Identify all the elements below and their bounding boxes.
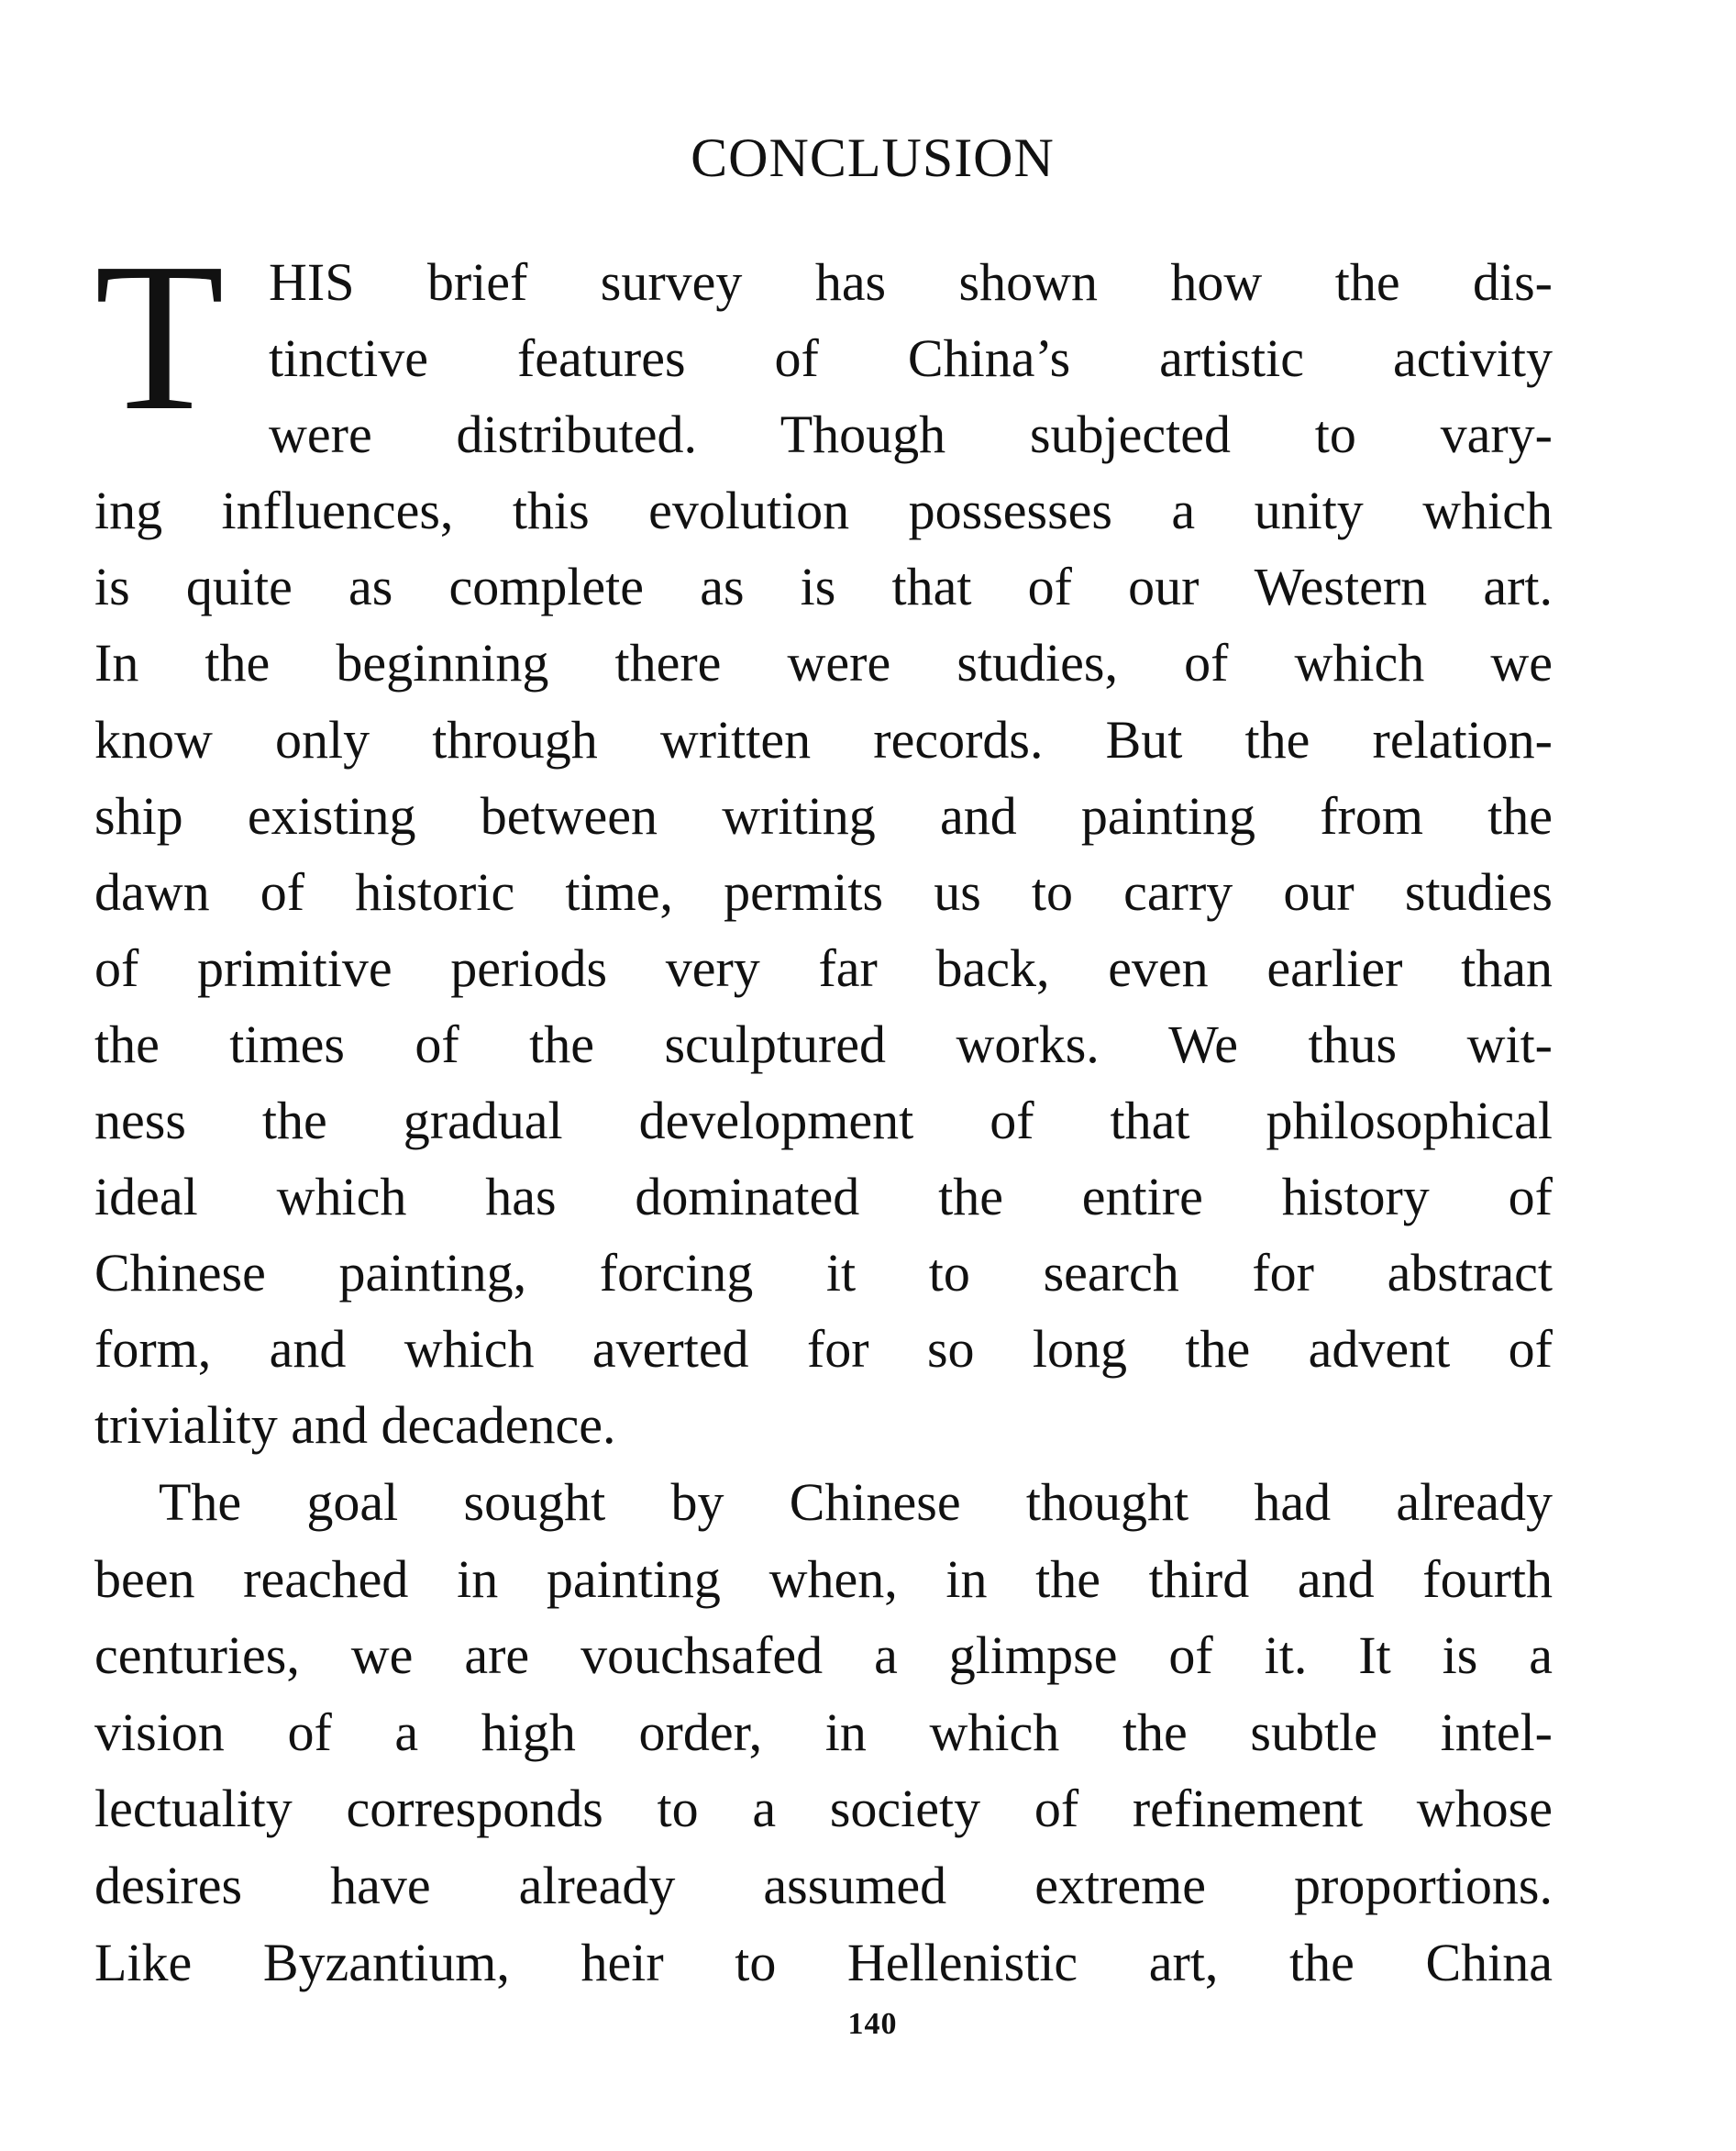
paragraph-1	[94, 219, 1553, 1464]
text-line: ness the gradual development of that philosophical	[94, 1091, 1553, 1151]
text-line: is quite as complete as is that of our Western art.	[94, 557, 1553, 617]
text-line: been reached in painting when, in the third and fourth	[94, 1548, 1553, 1609]
text-line: In the beginning there were studies, of which we	[94, 633, 1553, 693]
paragraph-2	[94, 1464, 1553, 2001]
text-line: ship existing between writing and painting from the	[94, 785, 1553, 846]
text-line: dawn of historic time, permits us to carry our studies	[94, 861, 1553, 922]
text-line: Chinese painting, forcing it to search for abstract	[94, 1243, 1553, 1303]
text-line: centuries, we are vouchsafed a glimpse of it. It is a	[94, 1625, 1553, 1686]
text-line: form, and which averted for so long the advent of	[94, 1319, 1553, 1380]
page-title: CONCLUSION	[691, 128, 1055, 188]
text-line: know only through written records. But the relation-	[94, 709, 1553, 770]
text-line: triviality and decadence.	[94, 1395, 616, 1456]
text-line: ing influences, this evolution possesses a unity which	[94, 481, 1553, 541]
text-line: ideal which has dominated the entire history of	[94, 1167, 1553, 1227]
drop-cap: T	[94, 219, 225, 455]
text-line: lectuality corresponds to a society of refinement whose	[94, 1779, 1553, 1839]
text-line: were distributed. Though subjected to vary-	[269, 405, 1553, 465]
text-line: desires have already assumed extreme proportions.	[94, 1855, 1553, 1915]
text-line: The goal sought by Chinese thought had already	[159, 1472, 1553, 1532]
text-line: tinctive features of China’s artistic activity	[269, 328, 1553, 389]
page-number: 140	[847, 2007, 898, 2041]
text-line: vision of a high order, in which the subtle intel-	[94, 1702, 1553, 1762]
text-line: Like Byzantium, heir to Hellenistic art, the China	[94, 1932, 1553, 1992]
text-line: HIS brief survey has shown how the dis-	[269, 252, 1553, 312]
text-line: the times of the sculptured works. We thus wit-	[94, 1014, 1553, 1074]
text-line: of primitive periods very far back, even earlier than	[94, 937, 1553, 998]
